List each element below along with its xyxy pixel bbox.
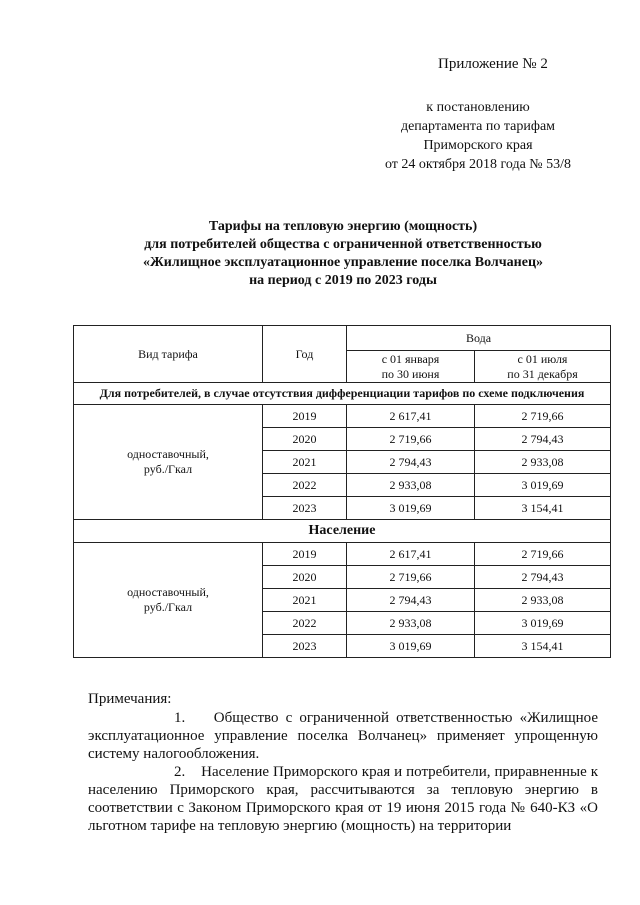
decree-line: от 24 октября 2018 года № 53/8	[384, 157, 572, 172]
tariff-label	[74, 543, 263, 658]
appendix-number: Приложение № 2	[438, 56, 548, 72]
year-cell: 2023	[263, 497, 347, 520]
value-cell: 2 933,08	[475, 451, 611, 474]
value-cell: 3 154,41	[475, 635, 611, 658]
value-cell: 2 933,08	[347, 612, 475, 635]
decree-line: Приморского края	[423, 138, 533, 153]
tariff-label	[74, 405, 263, 520]
title-line: «Жилищное эксплуатационное управление поселка Волчанец»	[142, 255, 544, 270]
year-cell: 2023	[263, 635, 347, 658]
notes-section	[88, 690, 598, 835]
table-row	[74, 543, 611, 566]
tariff-label-line: руб./Гкал	[143, 462, 193, 476]
year-cell: 2022	[263, 474, 347, 497]
year-cell: 2021	[263, 589, 347, 612]
decree-line: департамента по тарифам	[400, 119, 556, 134]
note-item: 2. Население Приморского края и потребители, приравненные к населению Приморского края, рассчитываются за тепловую энергию в соответствии с Законом Приморского края от 19 июня 2015 года № 640-КЗ «О льготном тарифе на тепловую энергию (мощность) на территории	[88, 764, 598, 834]
note-item: 1. Общество с ограниченной ответственностью «Жилищное эксплуатационное управление поселка Волчанец» применяет упрощенную систему налогообложения.	[88, 710, 598, 762]
year-cell: 2019	[263, 543, 347, 566]
tariff-label-line: руб./Гкал	[143, 600, 193, 614]
tariff-label-line: одноставочный,	[127, 447, 209, 461]
period-line: по 31 декабря	[507, 366, 578, 381]
period-line: с 01 июля	[517, 351, 568, 366]
period-line: с 01 января	[381, 351, 440, 366]
value-cell: 2 794,43	[347, 451, 475, 474]
tariff-table	[73, 325, 611, 658]
value-cell: 2 719,66	[347, 428, 475, 451]
header-year: Год	[263, 326, 347, 383]
year-cell: 2022	[263, 612, 347, 635]
value-cell: 2 719,66	[475, 543, 611, 566]
value-cell: 3 154,41	[475, 497, 611, 520]
year-cell: 2020	[263, 566, 347, 589]
decree-line: к постановлению	[426, 100, 530, 115]
value-cell: 2 617,41	[347, 405, 475, 428]
decree-reference	[370, 98, 586, 174]
title-line: Тарифы на тепловую энергию (мощность)	[208, 219, 478, 234]
value-cell: 3 019,69	[475, 612, 611, 635]
tariff-label-line: одноставочный,	[127, 585, 209, 599]
value-cell: 2 719,66	[475, 405, 611, 428]
value-cell: 3 019,69	[347, 497, 475, 520]
year-cell: 2019	[263, 405, 347, 428]
period-line: по 30 июня	[381, 366, 440, 381]
value-cell: 2 617,41	[347, 543, 475, 566]
value-cell: 2 933,08	[475, 589, 611, 612]
value-cell: 2 794,43	[347, 589, 475, 612]
header-period-1	[347, 351, 475, 383]
value-cell: 2 794,43	[475, 566, 611, 589]
document-title	[100, 218, 586, 290]
value-cell: 2 719,66	[347, 566, 475, 589]
title-line: для потребителей общества с ограниченной ответственностью	[144, 237, 542, 252]
header-period-2	[475, 351, 611, 383]
value-cell: 3 019,69	[347, 635, 475, 658]
notes-heading: Примечания:	[88, 691, 172, 707]
table-row	[74, 405, 611, 428]
value-cell: 3 019,69	[475, 474, 611, 497]
header-water: Вода	[347, 326, 611, 351]
title-line: на период с 2019 по 2023 годы	[249, 273, 437, 288]
value-cell: 2 933,08	[347, 474, 475, 497]
section-title: Население	[74, 520, 611, 543]
value-cell: 2 794,43	[475, 428, 611, 451]
year-cell: 2020	[263, 428, 347, 451]
year-cell: 2021	[263, 451, 347, 474]
header-tariff-type: Вид тарифа	[74, 326, 263, 383]
section-title: Для потребителей, в случае отсутствия дифференциации тарифов по схеме подключения	[74, 383, 611, 405]
